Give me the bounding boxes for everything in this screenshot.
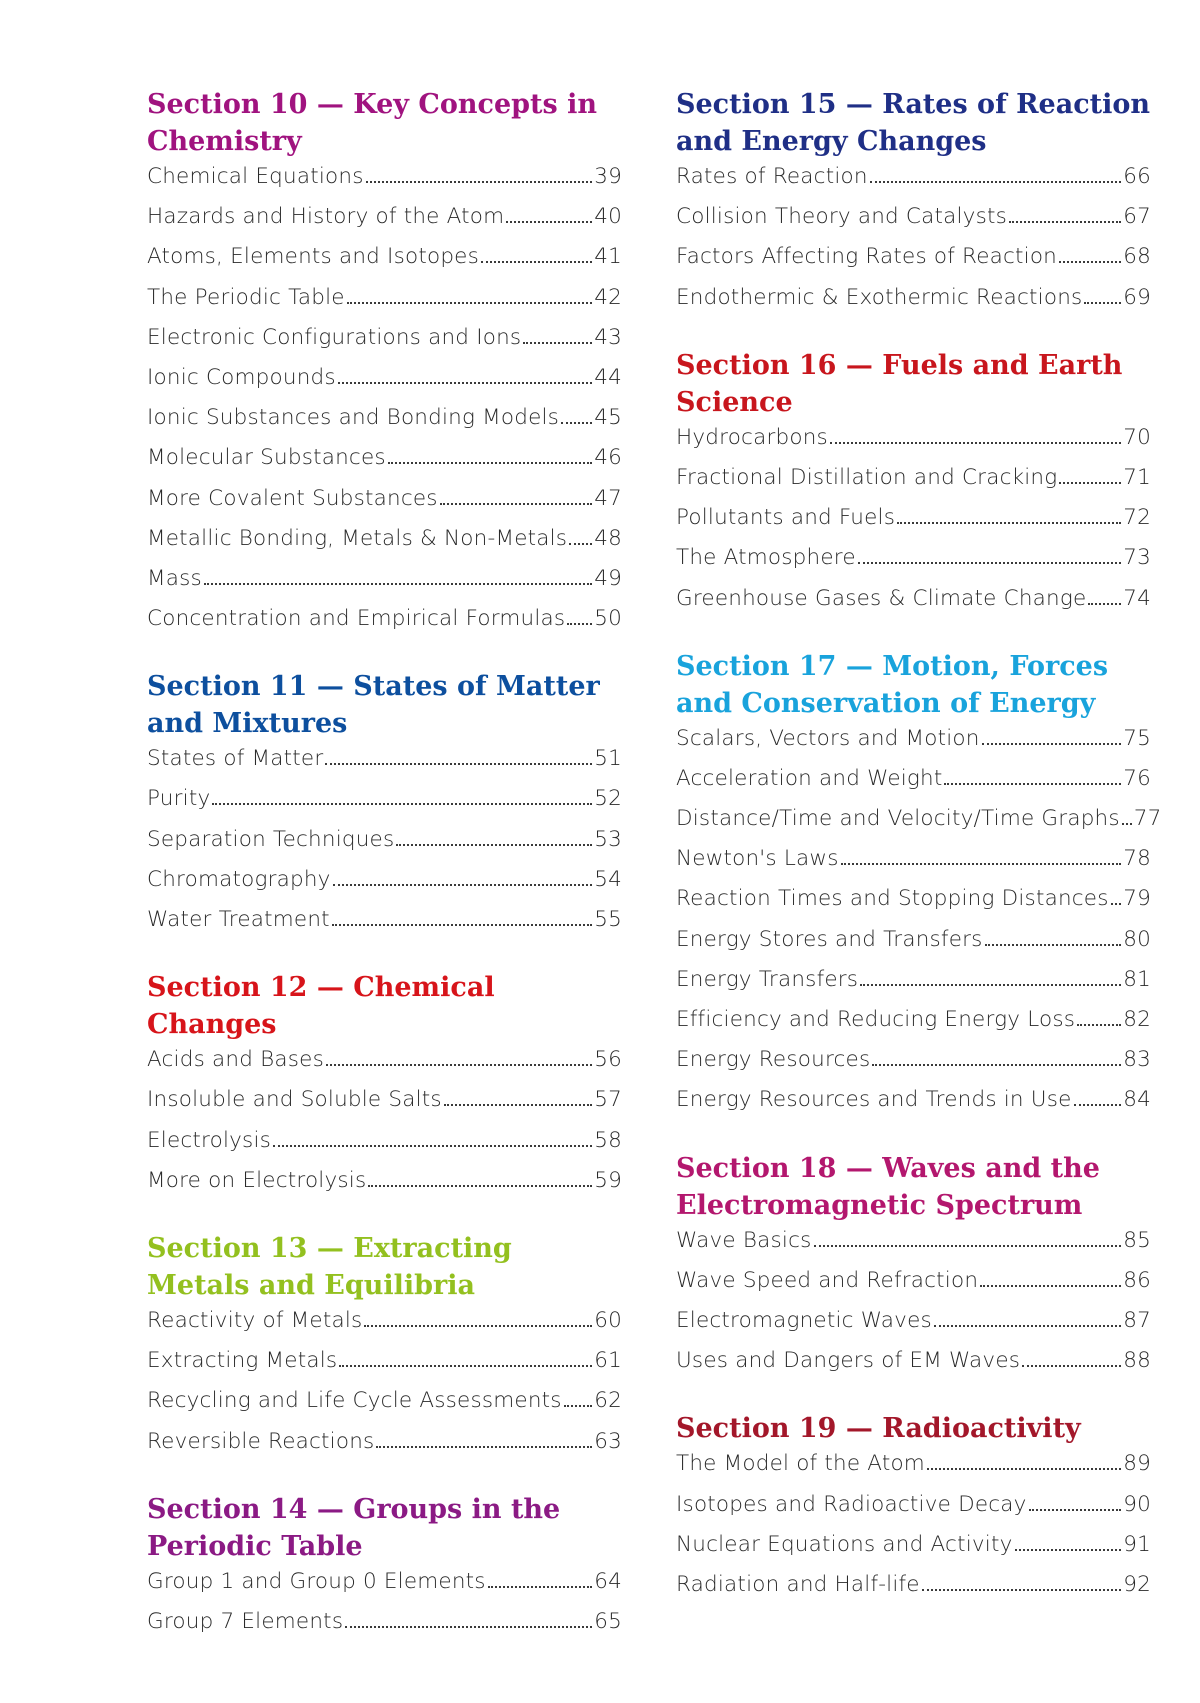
contents-section	[147, 1230, 622, 1469]
contents-section	[676, 1410, 1151, 1612]
contents-entry[interactable]	[147, 445, 622, 485]
contents-entry[interactable]	[676, 806, 1162, 846]
entry-page-number: 76	[1123, 765, 1151, 791]
dot-leader	[980, 1285, 1121, 1287]
section-heading: Section 16 — Fuels and Earth Science	[676, 349, 1123, 418]
contents-entry[interactable]	[147, 907, 622, 947]
entry-page-number: 84	[1123, 1087, 1151, 1113]
dot-leader	[345, 1626, 592, 1628]
contents-entry[interactable]	[676, 1007, 1151, 1047]
contents-entry[interactable]	[676, 726, 1151, 766]
contents-entry[interactable]	[676, 967, 1151, 1007]
entry-page-number: 57	[594, 1087, 622, 1113]
entry-title: Reactivity of Metals	[147, 1307, 363, 1333]
entry-title: Efficiency and Reducing Energy Loss	[676, 1007, 1076, 1032]
entry-page-number: 52	[594, 786, 622, 812]
contents-entry[interactable]	[676, 1087, 1151, 1127]
entry-title: Chromatography	[147, 866, 331, 892]
dot-leader	[440, 503, 593, 505]
entry-page-number: 77	[1133, 806, 1162, 832]
entry-page-number: 45	[594, 405, 622, 431]
entry-page-number: 81	[1123, 966, 1151, 992]
entry-title: Distance/Time and Velocity/Time Graphs	[676, 806, 1120, 832]
contents-entry[interactable]	[676, 545, 1151, 585]
contents-entry[interactable]	[676, 927, 1151, 967]
dot-leader	[444, 1104, 592, 1106]
entry-title: Mass	[147, 565, 202, 591]
entry-title: Concentration and Empirical Formulas	[147, 606, 566, 632]
entry-title: Endothermic & Exothermic Reactions	[676, 284, 1083, 310]
entry-page-number: 65	[594, 1608, 622, 1634]
section-heading: Section 17 — Motion, Forces and Conservation of Energy	[676, 650, 1109, 719]
entry-page-number: 90	[1123, 1491, 1151, 1517]
dot-leader	[1029, 1509, 1122, 1511]
entry-title: Ionic Compounds	[147, 364, 336, 390]
entry-page-number: 41	[594, 244, 622, 270]
entry-title: More on Electrolysis	[147, 1167, 367, 1193]
entry-title: Group 7 Elements	[147, 1608, 344, 1634]
contents-entry[interactable]	[147, 526, 622, 566]
entry-title: Group 1 and Group 0 Elements	[147, 1568, 486, 1594]
contents-entry[interactable]	[147, 204, 622, 244]
dot-leader	[273, 1145, 592, 1147]
contents-entry[interactable]	[147, 1429, 622, 1469]
contents-column-left	[147, 86, 622, 1671]
entry-page-number: 85	[1123, 1227, 1151, 1253]
entry-page-number: 46	[594, 445, 622, 471]
contents-entry[interactable]	[147, 325, 622, 365]
entry-title: The Periodic Table	[147, 284, 345, 310]
dot-leader	[388, 462, 592, 464]
contents-section	[147, 668, 622, 947]
dot-leader	[1122, 823, 1132, 825]
entry-title: Acceleration and Weight	[676, 765, 943, 791]
entry-title: Energy Transfers	[676, 966, 859, 992]
dot-leader	[1084, 302, 1121, 304]
entry-page-number: 78	[1123, 846, 1151, 872]
entry-title: Recycling and Life Cycle Assessments	[147, 1388, 562, 1414]
section-heading: Section 19 — Radioactivity	[676, 1413, 1081, 1445]
entry-title: Rates of Reaction	[676, 164, 868, 189]
entry-title: Wave Basics	[676, 1227, 812, 1253]
section-heading: Section 11 — States of Matter and Mixtures	[147, 671, 600, 740]
contents-entry[interactable]	[147, 1569, 622, 1609]
entry-page-number: 60	[594, 1307, 622, 1333]
entry-page-number: 55	[594, 907, 622, 932]
dot-leader	[1059, 261, 1121, 263]
entry-page-number: 70	[1123, 424, 1151, 450]
contents-entry[interactable]	[676, 1532, 1151, 1572]
dot-leader	[561, 422, 592, 424]
dot-leader	[897, 522, 1121, 524]
entry-page-number: 68	[1123, 244, 1151, 270]
contents-entry[interactable]	[147, 365, 622, 405]
entry-page-number: 89	[1123, 1451, 1151, 1477]
dot-leader	[1074, 1104, 1122, 1106]
contents-entry[interactable]	[676, 1228, 1151, 1268]
dot-leader	[564, 1405, 593, 1407]
entry-page-number: 73	[1123, 545, 1151, 571]
contents-entry[interactable]	[147, 1047, 622, 1087]
contents-entry[interactable]	[676, 586, 1151, 626]
entry-page-number: 66	[1123, 164, 1151, 189]
dot-leader	[488, 1586, 593, 1588]
dot-leader	[934, 1325, 1121, 1327]
contents-entry[interactable]	[147, 1087, 622, 1127]
dot-leader	[326, 1064, 592, 1066]
entry-title: Energy Resources	[676, 1047, 871, 1073]
dot-leader	[338, 382, 592, 384]
dot-leader	[1009, 221, 1121, 223]
entry-page-number: 69	[1123, 284, 1151, 310]
dot-leader	[569, 543, 592, 545]
entry-title: Hydrocarbons	[676, 424, 828, 450]
entry-title: The Atmosphere	[676, 545, 856, 571]
entry-page-number: 53	[594, 826, 622, 852]
dot-leader	[1022, 1365, 1121, 1367]
dot-leader	[347, 302, 593, 304]
contents-entry[interactable]	[676, 1572, 1151, 1612]
entry-page-number: 87	[1123, 1307, 1151, 1333]
contents-entry[interactable]	[147, 164, 622, 204]
entry-page-number: 48	[594, 525, 622, 551]
entry-title: Newton's Laws	[676, 846, 839, 872]
entry-page-number: 40	[594, 204, 622, 230]
dot-leader	[922, 1589, 1122, 1591]
contents-section	[676, 648, 1162, 1128]
entry-title: Energy Resources and Trends in Use	[676, 1087, 1072, 1113]
dot-leader	[1015, 1549, 1122, 1551]
contents-entry[interactable]	[147, 1308, 622, 1348]
contents-entry[interactable]	[676, 164, 1151, 204]
entry-title: Reversible Reactions	[147, 1428, 375, 1454]
entry-title: Molecular Substances	[147, 445, 386, 471]
contents-entry[interactable]	[147, 1128, 622, 1168]
section-heading: Section 18 — Waves and the Electromagnetic Spectrum	[676, 1152, 1100, 1221]
dot-leader	[1111, 903, 1122, 905]
section-heading: Section 12 — Chemical Changes	[147, 972, 495, 1041]
entry-title: Fractional Distillation and Cracking	[676, 464, 1058, 490]
contents-section	[147, 969, 622, 1208]
contents-entry[interactable]	[147, 244, 622, 284]
contents-entry[interactable]	[676, 505, 1151, 545]
entry-page-number: 82	[1123, 1007, 1151, 1032]
contents-entry[interactable]	[676, 846, 1151, 886]
entry-page-number: 75	[1123, 725, 1151, 751]
entry-title: Separation Techniques	[147, 826, 395, 852]
entry-title: Collision Theory and Catalysts	[676, 204, 1008, 230]
entry-page-number: 71	[1123, 464, 1151, 490]
entry-page-number: 64	[594, 1568, 622, 1594]
dot-leader	[325, 763, 592, 765]
contents-entry[interactable]	[676, 1348, 1151, 1388]
dot-leader	[396, 844, 592, 846]
entry-title: More Covalent Substances	[147, 485, 438, 511]
entry-title: Factors Affecting Rates of Reaction	[676, 244, 1058, 270]
entry-page-number: 63	[594, 1428, 622, 1454]
contents-entry[interactable]	[147, 1348, 622, 1388]
entry-page-number: 62	[594, 1388, 622, 1414]
contents-entry[interactable]	[676, 1308, 1151, 1348]
contents-entry[interactable]	[676, 1492, 1151, 1532]
entry-title: Pollutants and Fuels	[676, 505, 896, 531]
entry-title: Greenhouse Gases & Climate Change	[676, 585, 1087, 611]
entry-title: Nuclear Equations and Activity	[676, 1531, 1013, 1557]
dot-leader	[982, 743, 1122, 745]
contents-entry[interactable]	[147, 1609, 622, 1649]
entry-title: Isotopes and Radioactive Decay	[676, 1491, 1027, 1517]
section-heading: Section 14 — Groups in the Periodic Table	[147, 1493, 561, 1562]
entry-page-number: 51	[594, 746, 622, 772]
contents-section	[147, 86, 622, 646]
entry-page-number: 44	[594, 364, 622, 390]
entry-title: The Model of the Atom	[676, 1451, 925, 1477]
entry-page-number: 59	[594, 1167, 622, 1193]
contents-entry[interactable]	[676, 1047, 1151, 1087]
contents-entry[interactable]	[147, 746, 622, 786]
entry-title: Hazards and History of the Atom	[147, 204, 505, 230]
contents-entry[interactable]	[676, 1268, 1151, 1308]
contents-entry[interactable]	[147, 486, 622, 526]
entry-title: Metallic Bonding, Metals & Non-Metals	[147, 525, 568, 551]
dot-leader	[481, 261, 592, 263]
dot-leader	[204, 583, 592, 585]
entry-title: Acids and Bases	[147, 1047, 324, 1073]
contents-entry[interactable]	[147, 1168, 622, 1208]
contents-entry[interactable]	[147, 566, 622, 606]
entry-title: Electronic Configurations and Ions	[147, 324, 522, 350]
entry-page-number: 47	[594, 485, 622, 511]
dot-leader	[1059, 482, 1121, 484]
entry-page-number: 91	[1123, 1531, 1151, 1557]
entry-page-number: 43	[594, 324, 622, 350]
entry-page-number: 49	[594, 565, 622, 591]
contents-entry[interactable]	[147, 1388, 622, 1428]
entry-title: Electromagnetic Waves	[676, 1307, 932, 1333]
contents-section	[676, 347, 1151, 626]
contents-entry[interactable]	[147, 606, 622, 646]
section-heading: Section 13 — Extracting Metals and Equilibria	[147, 1232, 512, 1301]
entry-page-number: 83	[1123, 1047, 1151, 1073]
dot-leader	[841, 863, 1122, 865]
contents-entry[interactable]	[147, 285, 622, 325]
dot-leader	[985, 944, 1122, 946]
section-heading: Section 15 — Rates of Reaction and Energy Changes	[676, 89, 1151, 157]
contents-section	[147, 1491, 622, 1649]
dot-leader	[506, 221, 592, 223]
dot-leader	[944, 783, 1121, 785]
contents-entry[interactable]	[147, 786, 622, 826]
dot-leader	[366, 181, 593, 183]
dot-leader	[870, 181, 1122, 183]
dot-leader	[376, 1446, 592, 1448]
entry-page-number: 79	[1123, 886, 1151, 912]
entry-title: Insoluble and Soluble Salts	[147, 1087, 442, 1113]
contents-entry[interactable]	[676, 204, 1151, 244]
entry-title: Ionic Substances and Bonding Models	[147, 405, 560, 431]
section-heading: Section 10 — Key Concepts in Chemistry	[147, 89, 597, 157]
entry-title: Wave Speed and Refraction	[676, 1267, 979, 1293]
entry-page-number: 61	[594, 1348, 622, 1374]
contents-entry[interactable]	[147, 827, 622, 867]
entry-title: Purity	[147, 786, 211, 812]
dot-leader	[814, 1245, 1122, 1247]
dot-leader	[1077, 1024, 1121, 1026]
entry-title: Extracting Metals	[147, 1348, 338, 1374]
entry-page-number: 50	[594, 606, 622, 632]
entry-page-number: 72	[1123, 505, 1151, 531]
entry-title: Uses and Dangers of EM Waves	[676, 1348, 1021, 1374]
entry-title: Electrolysis	[147, 1127, 272, 1153]
dot-leader	[927, 1468, 1121, 1470]
dot-leader	[830, 442, 1121, 444]
entry-page-number: 74	[1123, 585, 1151, 611]
dot-leader	[1088, 603, 1121, 605]
dot-leader	[858, 562, 1121, 564]
dot-leader	[368, 1185, 592, 1187]
dot-leader	[212, 803, 592, 805]
contents-entry[interactable]	[676, 465, 1151, 505]
entry-title: Scalars, Vectors and Motion	[676, 725, 980, 751]
entry-page-number: 54	[594, 866, 622, 892]
entry-page-number: 92	[1123, 1571, 1151, 1597]
dot-leader	[872, 1064, 1121, 1066]
entry-title: States of Matter	[147, 746, 324, 772]
entry-page-number: 88	[1123, 1348, 1151, 1374]
entry-page-number: 39	[594, 164, 622, 189]
contents-entry[interactable]	[676, 886, 1151, 926]
dot-leader	[339, 1365, 592, 1367]
entry-title: Energy Stores and Transfers	[676, 926, 983, 952]
entry-page-number: 58	[594, 1127, 622, 1153]
contents-entry[interactable]	[676, 1451, 1151, 1491]
contents-entry[interactable]	[147, 867, 622, 907]
contents-entry[interactable]	[676, 244, 1151, 284]
dot-leader	[523, 342, 592, 344]
entry-title: Radiation and Half-life	[676, 1571, 920, 1597]
contents-entry[interactable]	[676, 766, 1151, 806]
contents-entry[interactable]	[676, 425, 1151, 465]
entry-page-number: 56	[594, 1047, 622, 1073]
entry-title: Chemical Equations	[147, 164, 364, 189]
contents-column-right	[676, 86, 1162, 1634]
entry-title: Atoms, Elements and Isotopes	[147, 244, 480, 270]
entry-page-number: 86	[1123, 1267, 1151, 1293]
entry-page-number: 80	[1123, 926, 1151, 952]
contents-entry[interactable]	[676, 285, 1151, 325]
dot-leader	[332, 924, 592, 926]
dot-leader	[567, 623, 592, 625]
contents-section	[676, 86, 1151, 325]
entry-title: Reaction Times and Stopping Distances	[676, 886, 1109, 912]
contents-section	[676, 1150, 1151, 1389]
dot-leader	[364, 1325, 592, 1327]
dot-leader	[860, 984, 1121, 986]
entry-page-number: 67	[1123, 204, 1151, 230]
contents-entry[interactable]	[147, 405, 622, 445]
entry-title: Water Treatment	[147, 907, 330, 932]
entry-page-number: 42	[594, 284, 622, 310]
dot-leader	[333, 884, 593, 886]
